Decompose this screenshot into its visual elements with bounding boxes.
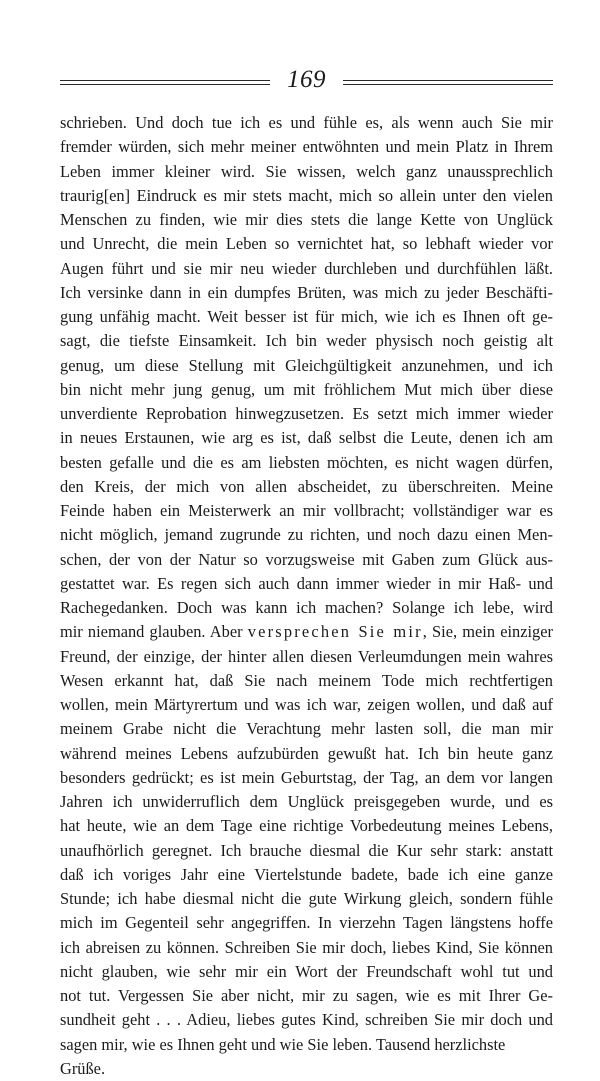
text-line: Rachegedanken. Doch was kann ich machen? Solange ich lebe, wird (60, 598, 553, 617)
text-line: unverdiente Reprobation hinwegzusetzen. Es setzt mich immer wieder (60, 404, 553, 423)
text-line: schrieben. Und doch tue ich es und fühle es, als wenn auch Sie mir (60, 113, 553, 132)
text-line: sagen mir, wie es Ihnen geht und wie Sie leben. Tausend herzlichste (60, 1034, 506, 1054)
body-text (60, 111, 553, 1081)
text-line: bin nicht mehr jung genug, um mit fröhlichem Mut mich über diese (60, 379, 553, 399)
text-line: fremder würden, sich mehr meiner entwöhnten und mein Platz in Ihrem (60, 137, 553, 157)
text-line: Grüße. (60, 1058, 106, 1078)
header-rule-right (343, 80, 553, 86)
text-line: und Unrecht, die mein Leben so vernichtet hat, so lebhaft wieder vor (60, 234, 553, 254)
text-line: ich abreisen zu können. Schreiben Sie mir doch, liebes Kind, Sie können (60, 937, 553, 957)
page-number: 169 (287, 66, 326, 93)
text-line: sundheit geht . . . Adieu, liebes gutes Kind, schreiben Sie mir doch und (60, 1010, 553, 1030)
text-line: in neues Erstaunen, wie arg es ist, daß selbst die Leute, denen ich am (60, 428, 553, 448)
text-line: Augen führt und sie mir neu wieder durchleben und durchfühlen läßt. (60, 258, 553, 278)
text-line: meinem Grabe nicht die Verachtung mehr lasten soll, die man mir (60, 719, 553, 739)
text-line: Feinde haben ein Meisterwerk an mir vollbracht; vollständiger war es (60, 501, 553, 520)
text-line (60, 620, 553, 644)
text-line: Freund, der einzige, der hinter allen diesen Verleumdungen mein wahres (60, 646, 553, 666)
text-line: traurig[en] Eindruck es mir stets macht, mich so allein unter den vielen (60, 185, 553, 205)
text-line: nicht möglich, jemand zugrunde zu richten, und noch dazu einen Men- (60, 525, 553, 545)
text-line: den Kreis, der mich von allen abscheidet, zu überschreiten. Meine (60, 476, 553, 496)
text-line: genug, um diese Stellung mit Gleichgültigkeit anzunehmen, und ich (60, 355, 553, 375)
text-segment: , Sie, mein einziger (422, 622, 553, 642)
text-line: schen, der von der Natur so vorzugsweise mit Gaben zum Glück aus- (60, 549, 553, 569)
text-line: Jahren ich unwiderruflich dem Unglück preisgegeben wurde, und es (60, 792, 553, 811)
text-segment: mir niemand glauben. Aber (60, 622, 243, 642)
text-line: während meines Lebens aufzubürden gewußt hat. Ich bin heute ganz (60, 743, 553, 763)
text-line: mich im Gegenteil sehr angegriffen. In vierzehn Tagen längstens hoffe (60, 913, 553, 933)
text-line: nicht glauben, wie sehr mir ein Wort der Freundschaft wohl tut und (60, 961, 553, 981)
text-line: Leben immer kleiner wird. Sie wissen, welch ganz unaussprechlich (60, 161, 553, 181)
text-line: Wesen erkannt hat, daß Sie nach meinem Tode mich rechtfertigen (60, 670, 553, 690)
text-line: besten gefalle und die es am liebsten möchten, es nicht wagen dürfen, (60, 452, 553, 472)
text-line: Stunde; ich habe diesmal nicht die gute Wirkung gleich, sondern fühle (60, 889, 553, 908)
header-rule-left (60, 80, 270, 86)
text-line: unaufhörlich geregnet. Ich brauche diesmal die Kur sehr stark: anstatt (60, 840, 553, 860)
text-line: Menschen zu finden, wie mir dies stets die lange Kette von Unglück (60, 210, 553, 229)
text-line: wollen, mein Märtyrertum und was ich war, zeigen wollen, und daß auf (60, 695, 553, 714)
text-line: Ich versinke dann in ein dumpfes Brüten, was mich zu jeder Beschäfti- (60, 282, 553, 302)
text-line: besonders gedrückt; es ist mein Geburtstag, der Tag, an dem vor langen (60, 767, 553, 787)
text-line: gung unfähig macht. Weit besser ist für mich, wie ich es Ihnen oft ge- (60, 307, 553, 326)
text-line: sagt, die tiefste Einsamkeit. Ich bin weder physisch noch geistig alt (60, 331, 553, 351)
text-line: gestattet war. Es regen sich auch dann immer wieder in mir Haß- und (60, 573, 553, 593)
text-line: not tut. Vergessen Sie aber nicht, mir zu sagen, wie es mit Ihrer Ge- (60, 986, 553, 1005)
text-line: daß ich voriges Jahr eine Viertelstunde badete, bade ich eine ganze (60, 864, 553, 884)
spaced-emphasis: versprechen Sie mir (247, 622, 423, 642)
page-header (60, 68, 553, 102)
text-line: hat heute, wie an dem Tage eine richtige Vorbedeutung meines Lebens, (60, 816, 553, 836)
